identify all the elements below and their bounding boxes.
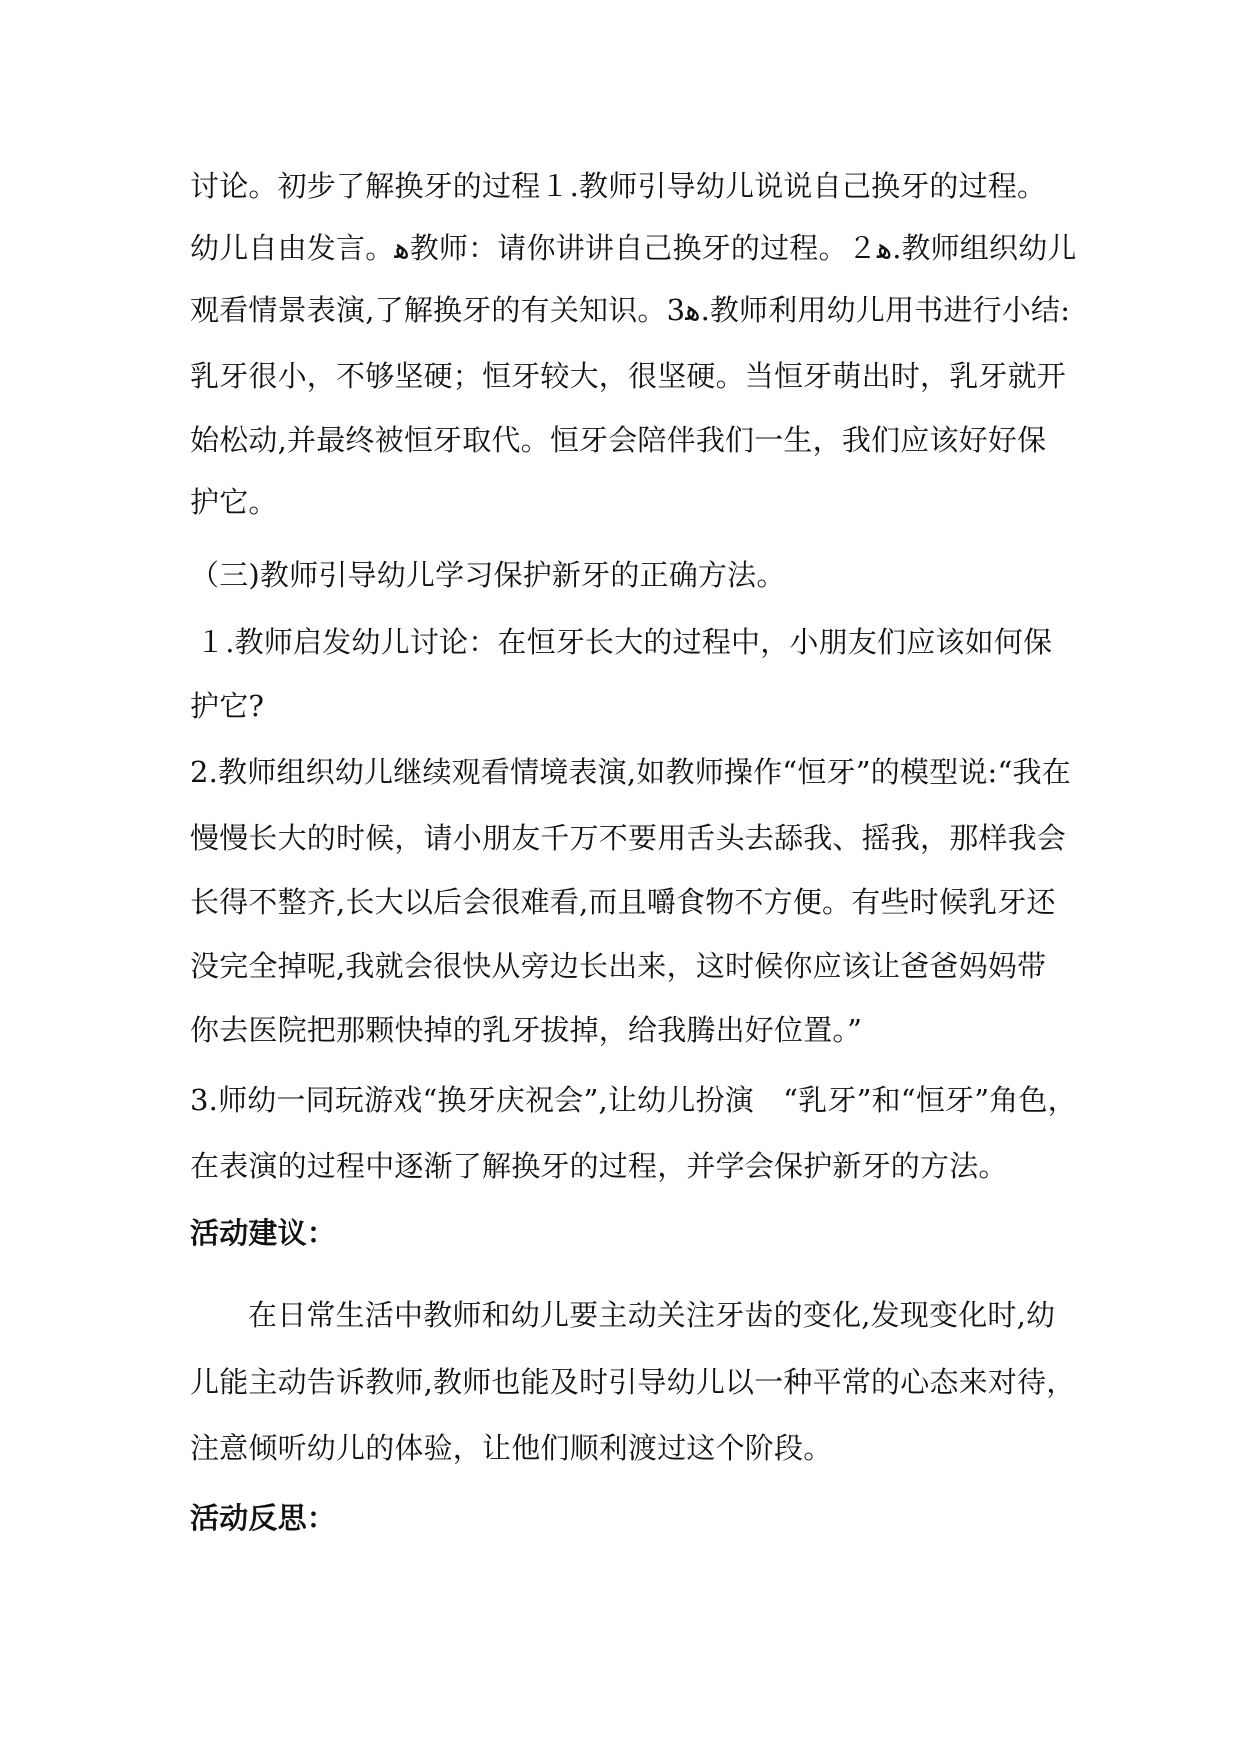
text-line: 在日常生活中教师和幼儿要主动关注牙齿的变化,发现变化时,幼 (248, 1298, 1056, 1332)
text-line: 观看情景表演,了解换牙的有关知识。3ﻫ.教师利用幼儿用书进行小结: (190, 293, 1071, 327)
text-line: 乳牙很小，不够坚硬；恒牙较大，很坚硬。当恒牙萌出时，乳牙就开 (190, 359, 1067, 393)
text-line: 护它? (190, 689, 265, 723)
text-line: 3.师幼一同玩游戏“换牙庆祝会”,让幼儿扮演 “乳牙”和“恒牙”角色， (190, 1083, 1077, 1117)
text-line: １.教师启发幼儿讨论：在恒牙长大的过程中，小朋友们应该如何保 (196, 625, 1053, 659)
text-line: 儿能主动告诉教师,教师也能及时引导幼儿以一种平常的心态来对待， (190, 1365, 1076, 1399)
text-line: 始松动,并最终被恒牙取代。恒牙会陪伴我们一生，我们应该好好保 (190, 423, 1047, 457)
text-line: 讨论。初步了解换牙的过程１.教师引导幼儿说说自己换牙的过程。 (190, 169, 1047, 203)
text-line: 2.教师组织幼儿继续观看情境表演,如教师操作“恒牙”的模型说:“我在 (190, 755, 1071, 789)
text-line: 护它。 (190, 485, 278, 519)
text-line: 你去医院把那颗快掉的乳牙拔掉，给我腾出好位置。” (190, 1013, 863, 1047)
section-title: （三)教师引导幼儿学习保护新牙的正确方法。 (190, 558, 786, 592)
heading-activity-reflection: 活动反思： (190, 1501, 337, 1535)
text-line: 幼儿自由发言。ﻫ教师：请你讲讲自己换牙的过程。２ﻫ.教师组织幼儿 (190, 231, 1077, 265)
text-line: 慢慢长大的时候，请小朋友千万不要用舌头去舔我、摇我，那样我会 (190, 821, 1067, 855)
text-line: 注意倾听幼儿的体验，让他们顺利渡过这个阶段。 (190, 1431, 833, 1465)
text-line: 在表演的过程中逐渐了解换牙的过程，并学会保护新牙的方法。 (190, 1149, 1008, 1183)
text-line: 没完全掉呢,我就会很快从旁边长出来，这时候你应该让爸爸妈妈带 (190, 949, 1047, 983)
heading-activity-suggestion: 活动建议： (190, 1216, 337, 1250)
text-line: 长得不整齐,长大以后会很难看,而且嚼食物不方便。有些时候乳牙还 (190, 885, 1056, 919)
